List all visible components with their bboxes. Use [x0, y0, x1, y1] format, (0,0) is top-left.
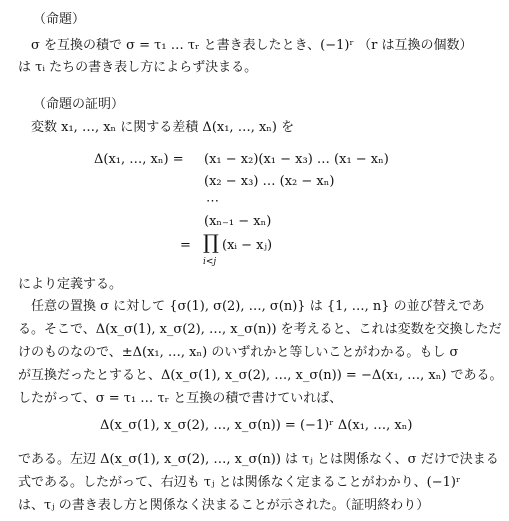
paragraph-3-line-3: は、τⱼ の書き表し方と関係なく決まることが示された。（証明終わり） [18, 498, 430, 513]
paragraph-2-line-1: 任意の置換 σ に対して {σ(1), σ(2), …, σ(n)} は {1, …, n} の並び替えであ [31, 299, 485, 314]
equation-2: Δ(x_σ(1), x_σ(2), …, x_σ(n)) = (−1)ʳ Δ(x₁, …, xₙ) [100, 418, 413, 433]
equation-row-3: ⋯ [206, 194, 219, 209]
definition-closing: により定義する。 [18, 277, 123, 292]
product-term: (xᵢ − xⱼ) [222, 238, 273, 253]
equation-row-4: (xₙ₋₁ − xₙ) [204, 214, 272, 229]
paragraph-2-line-5: したがって、σ = τ₁ … τᵣ と互換の積で書けていれば、 [18, 391, 343, 406]
paragraph-2-line-2: る。そこで、Δ(x_σ(1), x_σ(2), …, x_σ(n)) を考えると、これは変数を交換しただ [18, 322, 502, 337]
proposition-line-1: σ を互換の積で σ = τ₁ … τᵣ と書き表したとき、(−1)ʳ （r は互換の個数） [31, 38, 473, 53]
proof-intro: 変数 x₁, …, xₙ に関する差積 Δ(x₁, …, xₙ) を [31, 120, 295, 135]
paragraph-3-line-1: である。左辺 Δ(x_σ(1), x_σ(2), …, x_σ(n)) は τⱼ とは関係なく、σ だけで決まる [18, 452, 499, 467]
product-symbol: ∏ [203, 230, 219, 254]
product-index: i<j [203, 257, 217, 267]
proposition-line-2: は τᵢ たちの書き表し方によらず決まる。 [18, 60, 258, 75]
paragraph-2-line-3: けのものなので、±Δ(x₁, …, xₙ) のいずれかと等しいことがわかる。もし σ [18, 345, 459, 360]
paragraph-3-line-2: 式である。したがって、右辺も τⱼ とは関係なく定まることがわかり、(−1)ʳ [18, 475, 461, 490]
paragraph-2-line-4: が互換だったとすると、Δ(x_σ(1), x_σ(2), …, x_σ(n)) = −Δ(x₁, …, xₙ) である。 [18, 368, 503, 383]
proof-heading: （命題の証明） [33, 97, 125, 112]
equation-lhs: Δ(x₁, …, xₙ) = [94, 152, 184, 167]
equation-row-2: (x₂ − x₃) … (x₂ − xₙ) [204, 174, 335, 189]
proposition-heading: （命題） [33, 12, 86, 27]
equation-row-1: (x₁ − x₂)(x₁ − x₃) … (x₁ − xₙ) [204, 152, 389, 167]
equation-equals: = [180, 238, 191, 253]
